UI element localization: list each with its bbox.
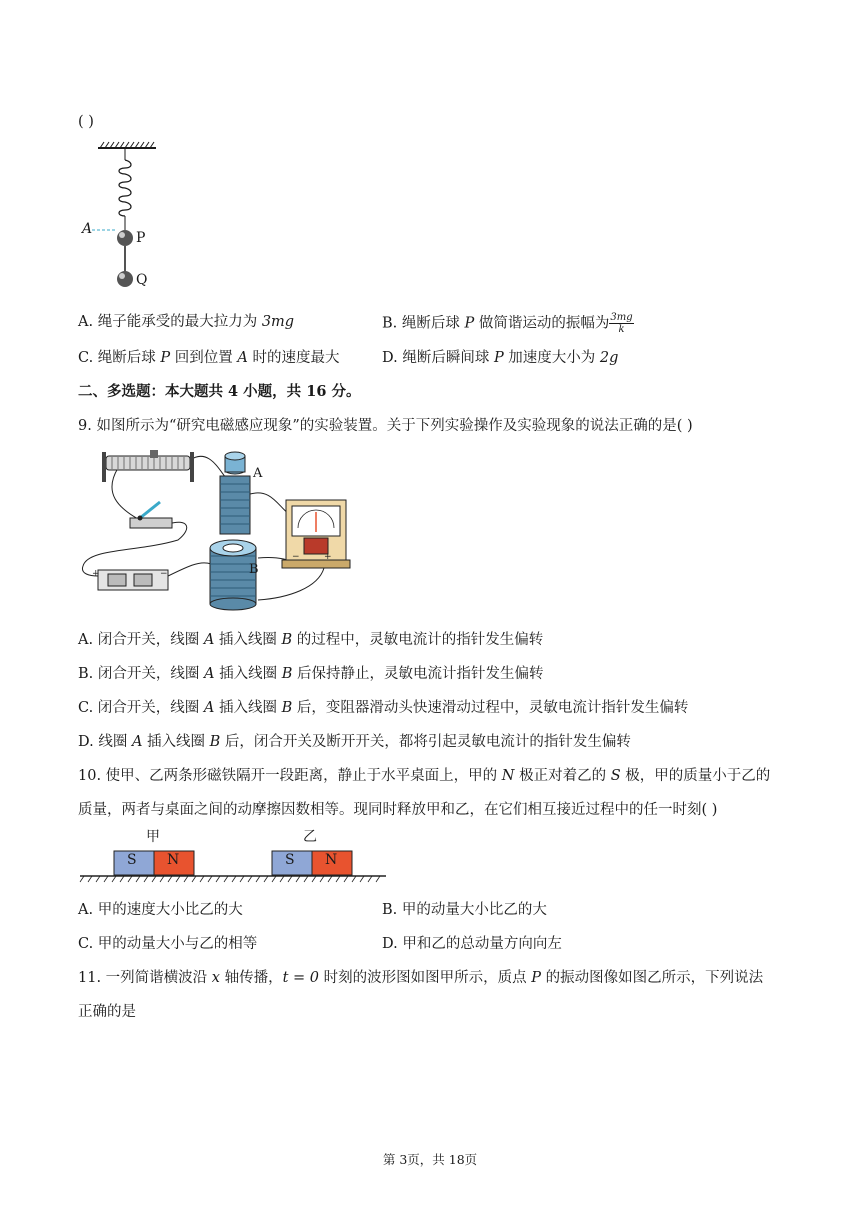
magnet-jia-s-pole: S	[127, 852, 137, 868]
label-p: P	[136, 230, 146, 246]
page-footer: 第 3页，共 18页	[382, 1152, 478, 1167]
svg-text:−: −	[160, 569, 168, 579]
q8-option-c: C. 绳断后球 P 回到位置 A 时的速度最大	[78, 350, 340, 366]
q9-option-b: B. 闭合开关，线圈 A 插入线圈 B 后保持静止，灵敏电流计指针发生偏转	[78, 666, 544, 682]
q10-option-d: D. 甲和乙的总动量方向向左	[382, 936, 562, 952]
magnet-yi-s-pole: S	[285, 852, 295, 868]
svg-text:+: +	[92, 569, 100, 579]
magnet-yi-label: 乙	[303, 829, 317, 845]
amplitude-fraction: $\frac{3mg}{k}$	[610, 312, 633, 335]
section-heading: 二、多选题：本大题共 4 小题，共 16 分。	[78, 383, 361, 400]
coil-b-label: B	[249, 562, 259, 577]
spring-diagram	[78, 138, 178, 298]
q10-option-b: B. 甲的动量大小比乙的大	[382, 902, 547, 918]
q9-option-d: D. 线圈 A 插入线圈 B 后，闭合开关及断开开关，都将引起灵敏电流计的指针发生偏转	[78, 734, 631, 750]
q8-answer-paren: ( )	[78, 114, 94, 130]
q8-option-a: A. 绳子能承受的最大拉力为 3mg	[78, 314, 295, 330]
svg-text:+: +	[324, 552, 332, 562]
q11-stem-line2: 正确的是	[78, 1004, 136, 1020]
q9-stem: 9. 如图所示为“研究电磁感应现象”的实验装置。关于下列实验操作及实验现象的说法正确的是( )	[78, 418, 693, 434]
q10-stem-line1: 10. 使甲、乙两条形磁铁隔开一段距离，静止于水平桌面上，甲的 N 极正对着乙的 S 极，甲的质量小于乙的	[78, 768, 771, 784]
q8-option-d: D. 绳断后瞬间球 P 加速度大小为 2g	[382, 350, 619, 366]
magnet-yi-n-pole: N	[325, 852, 338, 868]
q11-stem-line1: 11. 一列简谐横波沿 x 轴传播，t = 0 时刻的波形图如图甲所示，质点 P 的振动图像如图乙所示，下列说法	[78, 970, 764, 986]
coil-a-label: A	[253, 466, 263, 481]
q9-option-a: A. 闭合开关，线圈 A 插入线圈 B 的过程中，灵敏电流计的指针发生偏转	[78, 632, 544, 648]
magnet-jia-label: 甲	[146, 829, 160, 845]
magnets-diagram	[78, 826, 390, 886]
induction-apparatus-diagram	[78, 448, 358, 618]
q9-option-c: C. 闭合开关，线圈 A 插入线圈 B 后，变阻器滑动头快速滑动过程中，灵敏电流计指针发生偏转	[78, 700, 689, 716]
magnet-jia-n-pole: N	[167, 852, 180, 868]
svg-text:−: −	[292, 552, 300, 562]
q10-option-a: A. 甲的速度大小比乙的大	[78, 902, 243, 918]
q10-stem-line2: 质量，两者与桌面之间的动摩擦因数相等。现同时释放甲和乙，在它们相互接近过程中的任一时刻( )	[78, 802, 718, 818]
q10-option-c: C. 甲的动量大小与乙的相等	[78, 936, 258, 952]
q8-option-b: B. 绳断后球 P 做简谐运动的振幅为 $\frac{3mg}{k}$	[382, 312, 633, 335]
label-a: A	[82, 221, 93, 237]
label-q: Q	[136, 272, 148, 288]
